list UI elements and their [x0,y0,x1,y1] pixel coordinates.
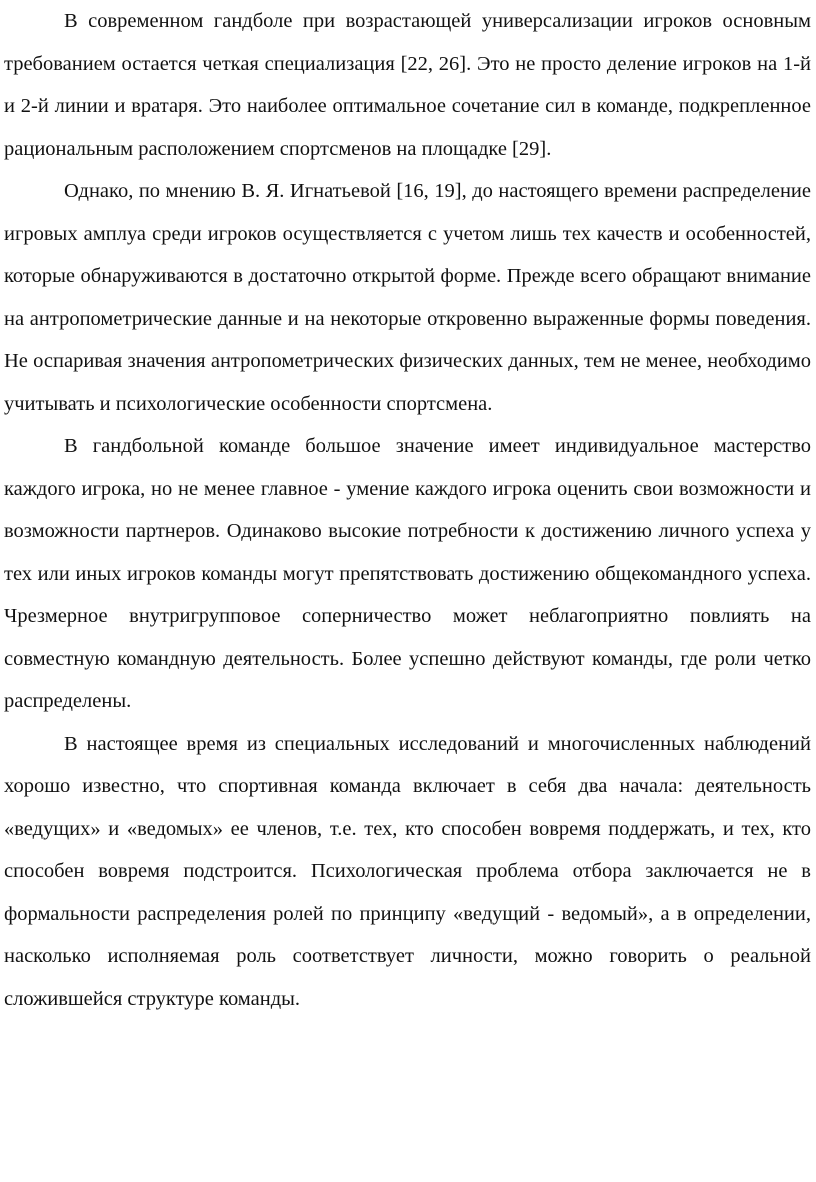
paragraph-specialization: В современном гандболе при возрастающей универсализации игроков основным требованием остается четкая специализация [22, 26]. Это не просто деление игроков на 1-й и 2-й линии и вратаря. Это наиболее оптимальное сочетание сил в команде, подкрепленное рациональным расположением спортсменов на площадке [29]. [4,10,811,160]
paragraph-leaders-followers: В настоящее время из специальных исследований и многочисленных наблюдений хорошо известно, что спортивная команда включает в себя два начала: деятельность «ведущих» и «ведомых» ее членов, т.е. тех, кто способен вовремя поддержать, и тех, кто способен вовремя подстроится. Психологическая проблема отбора заключается не в формальности распределения ролей по принципу «ведущий - ведомый», а в определении, насколько исполняемая роль соответствует личности, можно говорить о реальной сложившейся структуре команды. [4,732,811,1010]
paragraph-role-distribution: Однако, по мнению В. Я. Игнатьевой [16, 19], до настоящего времени распределение игровых амплуа среди игроков осуществляется с учетом лишь тех качеств и особенностей, которые обнаруживаются в достаточно открытой форме. Прежде всего обращают внимание на антропометрические данные и на некоторые откровенно выраженные формы поведения. Не оспаривая значения антропометрических физических данных, тем не менее, необходимо учитывать и психологические особенности спортсмена. [4,180,811,415]
paragraph-team-mastery: В гандбольной команде большое значение имеет индивидуальное мастерство каждого игрока, но не менее главное - умение каждого игрока оценить свои возможности и возможности партнеров. Одинаково высокие потребности к достижению личного успеха у тех или иных игроков команды могут препятствовать достижению общекомандного успеха. Чрезмерное внутригрупповое соперничество может неблагоприятно повлиять на совместную командную деятельность. Более успешно действуют команды, где роли четко распределены. [4,435,811,712]
